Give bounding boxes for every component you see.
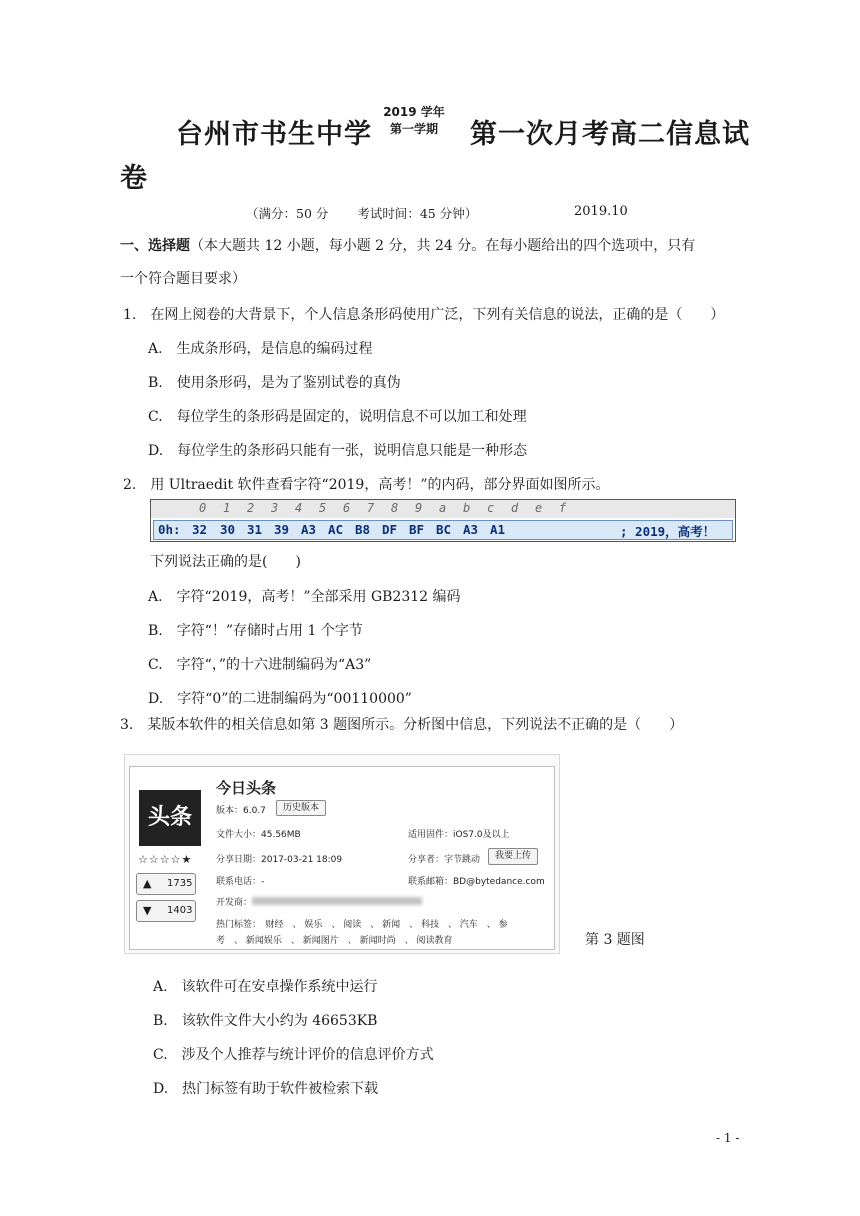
- app-share-date: 分享日期：2017-03-21 18:09: [216, 855, 343, 865]
- q3-stem: 3. 某版本软件的相关信息如第 3 题图所示。分析图中信息，下列说法不正确的是（ ）: [120, 717, 684, 733]
- title-school: 台州市书生中学: [176, 119, 372, 150]
- app-file-size: 文件大小：45.56MB: [216, 830, 301, 840]
- star-rating: ☆☆☆☆★: [138, 853, 193, 866]
- q2-prompt: 下列说法正确的是( ): [150, 554, 301, 570]
- app-email: 联系邮箱：BD@bytedance.com: [408, 877, 545, 887]
- app-tags-cont: 考 、 新闻娱乐 、 新闻图片 、 新闻时尚 、 阅读教育: [216, 936, 453, 946]
- app-info-figure: [124, 754, 560, 954]
- hex-data-row: [153, 520, 733, 540]
- hex-text: ; 2019，高考！: [620, 524, 716, 539]
- exam-date: 2019.10: [574, 204, 628, 219]
- hex-column-header: [151, 500, 735, 518]
- page-number: - 1 -: [716, 1131, 740, 1145]
- hex-col: 7: [367, 501, 375, 515]
- section-heading: 一、选择题: [120, 238, 190, 254]
- hex-viewer-figure: [150, 499, 736, 542]
- title-year-bottom: 第一学期: [389, 122, 438, 136]
- app-version: 版本：6.0.7: [216, 806, 266, 816]
- hex-byte: 31: [247, 522, 263, 537]
- app-info-panel: [129, 766, 555, 950]
- exam-meta: （满分：50 分 考试时间：45 分钟）: [246, 206, 478, 221]
- hex-byte: AC: [328, 522, 344, 537]
- q1-option-c: C. 每位学生的条形码是固定的，说明信息不可以加工和处理: [148, 409, 527, 425]
- dislike-button: [136, 900, 196, 922]
- q2-stem: 2. 用 Ultraedit 软件查看字符“2019，高考！”的内码，部分界面如图所示。: [123, 477, 610, 493]
- hex-col: 0: [199, 501, 207, 515]
- like-count: 1735: [167, 878, 193, 889]
- upload-button: 我要上传: [488, 848, 538, 865]
- app-firmware: 适用固件：iOS7.0及以上: [408, 830, 510, 840]
- like-button: [136, 873, 196, 895]
- title-year-block: [379, 104, 449, 138]
- q3-option-c: C. 涉及个人推荐与统计评价的信息评价方式: [153, 1047, 434, 1063]
- hex-col: a: [439, 501, 447, 515]
- hex-byte: A3: [463, 522, 479, 537]
- app-name: 今日头条: [216, 779, 277, 797]
- app-tags: 热门标签： 财经 、 娱乐 、 阅读 、 新闻 、 科技 、 汽车 、 参: [216, 920, 508, 930]
- hex-col: d: [511, 501, 519, 515]
- hex-col: 6: [343, 501, 351, 515]
- hex-byte: 32: [192, 522, 208, 537]
- q2-option-c: C. 字符“，”的十六进制编码为“A3”: [148, 657, 372, 673]
- title-exam: 第一次月考高二信息试: [470, 119, 750, 150]
- dislike-count: 1403: [167, 905, 193, 916]
- hex-col: 4: [295, 501, 303, 515]
- q2-option-a: A. 字符“2019，高考！”全部采用 GB2312 编码: [148, 589, 461, 605]
- section-desc: （本大题共 12 小题，每小题 2 分，共 24 分。在每小题给出的四个选项中，只有: [190, 238, 696, 254]
- hex-col: c: [487, 501, 495, 515]
- section-heading-line: [120, 235, 695, 255]
- q1-option-a: A. 生成条形码，是信息的编码过程: [148, 341, 373, 357]
- app-sharer: 分享者：字节跳动: [408, 855, 481, 865]
- developer-redacted: [252, 897, 422, 905]
- q1-option-d: D. 每位学生的条形码只能有一张，说明信息只能是一种形态: [148, 443, 528, 459]
- hex-col: 9: [415, 501, 423, 515]
- history-version-button: 历史版本: [276, 800, 326, 816]
- q1-stem: 1. 在网上阅卷的大背景下，个人信息条形码使用广泛，下列有关信息的说法，正确的是（ ）: [123, 307, 725, 323]
- app-phone: 联系电话：-: [216, 877, 265, 887]
- title-year-top: 2019 学年: [383, 105, 445, 119]
- hex-col: 1: [223, 501, 231, 515]
- hex-col: 3: [271, 501, 279, 515]
- q2-option-b: B. 字符“！”存储时占用 1 个字节: [148, 623, 363, 639]
- hex-byte: A1: [490, 522, 506, 537]
- title-exam-cont: 卷: [120, 163, 148, 194]
- q3-option-b: B. 该软件文件大小约为 46653KB: [153, 1013, 378, 1029]
- hex-byte: B8: [355, 522, 371, 537]
- hex-byte: 30: [220, 522, 236, 537]
- hex-col: 2: [247, 501, 255, 515]
- hex-byte: BC: [436, 522, 452, 537]
- hex-offset: 0h:: [158, 522, 181, 537]
- hex-byte: DF: [382, 522, 398, 537]
- hex-col: 5: [319, 501, 327, 515]
- app-developer-label: 开发商：: [216, 898, 253, 908]
- hex-byte: BF: [409, 522, 425, 537]
- hex-col: f: [559, 501, 567, 515]
- hex-col: b: [463, 501, 471, 515]
- q3-option-a: A. 该软件可在安卓操作系统中运行: [153, 979, 378, 995]
- hex-byte: 39: [274, 522, 290, 537]
- hex-byte: A3: [301, 522, 317, 537]
- app-logo: 头条: [139, 790, 201, 846]
- figure-caption: 第 3 题图: [585, 932, 645, 948]
- hex-col: 8: [391, 501, 399, 515]
- hex-col: e: [535, 501, 543, 515]
- thumbs-up-icon: ▲: [143, 877, 152, 890]
- q2-option-d: D. 字符“0”的二进制编码为“00110000”: [148, 691, 412, 707]
- thumbs-down-icon: ▼: [143, 904, 152, 917]
- q1-option-b: B. 使用条形码，是为了鉴别试卷的真伪: [148, 375, 401, 391]
- section-desc-cont: 一个符合题目要求）: [120, 271, 246, 287]
- q3-option-d: D. 热门标签有助于软件被检索下载: [153, 1081, 379, 1097]
